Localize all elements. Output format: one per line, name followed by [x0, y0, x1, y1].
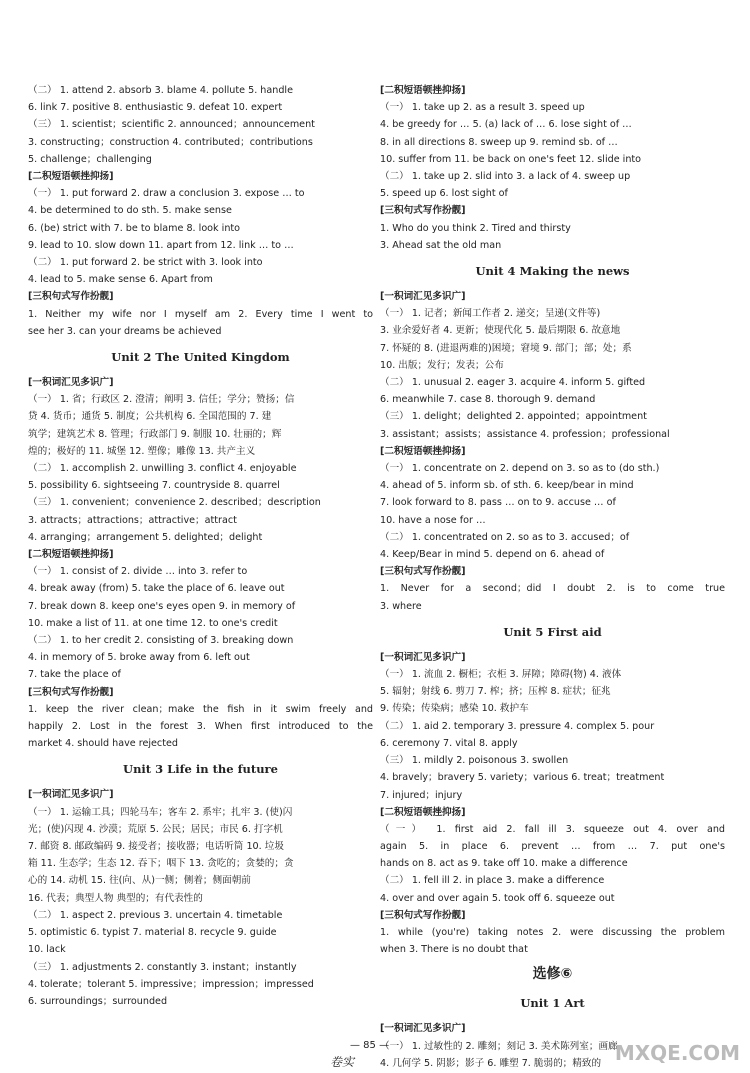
- answer-line: 箱 11. 生态学；生态 12. 吞下；咽下 13. 贪吃的；贪婪的；贪: [28, 858, 294, 870]
- answer-line: 1. while (you're) taking notes 2. were discussing the problem: [380, 927, 725, 939]
- answer-line: again 5. in place 6. prevent … from … 7. put one's: [380, 841, 725, 853]
- answer-line: happily 2. Lost in the forest 3. When first introduced to the: [28, 721, 373, 733]
- answer-line: （一） 1. consist of 2. divide … into 3. refer to: [28, 566, 248, 578]
- answer-line: 心的 14. 动机 15. 往(向、从)一侧；侧着；侧面朝前: [28, 875, 251, 887]
- answer-line: 7. take the place of: [28, 669, 121, 681]
- watermark-logo: MXQE.COM: [614, 1041, 740, 1065]
- section-heading: [一积词汇见多识广]: [28, 377, 114, 389]
- answer-line: 4. ahead of 5. inform sb. of sth. 6. keep/bear in mind: [380, 480, 634, 492]
- answer-line: market 4. should have rejected: [28, 738, 178, 750]
- section-heading: [二积短语顿挫抑扬]: [380, 445, 466, 457]
- answer-line: （三） 1. adjustments 2. constantly 3. instant；instantly: [28, 961, 297, 973]
- answer-line: 6. (be) strict with 7. be to blame 8. look into: [28, 222, 241, 234]
- answer-line: 1. keep the river clean；make the fish in it swim freely and: [28, 703, 373, 715]
- answer-line: （一） 1. 过敏性的 2. 雕刻；刻记 3. 美术陈列室；画廊: [380, 1040, 618, 1052]
- answer-line: 10. suffer from 11. be back on one's feet 12. slide into: [380, 153, 642, 165]
- answer-line: 4. bravely；bravery 5. variety；various 6. treat；treatment: [380, 772, 665, 784]
- answer-line: （一） 1. put forward 2. draw a conclusion 3. expose … to: [28, 188, 305, 200]
- unit-heading: Unit 4 Making the news: [475, 264, 630, 279]
- answer-line: 1. Who do you think 2. Tired and thirsty: [380, 222, 571, 234]
- section-heading: [三积句式写作扮靓]: [28, 686, 114, 698]
- unit-heading: Unit 2 The United Kingdom: [111, 350, 290, 365]
- left-column: [28, 82, 373, 1010]
- answer-line: 5. optimistic 6. typist 7. material 8. recycle 9. guide: [28, 927, 277, 939]
- answer-line: 3. where: [380, 600, 422, 612]
- section-heading: [一积词汇见多识广]: [380, 651, 466, 663]
- section-heading: [一积词汇见多识广]: [380, 291, 466, 303]
- answer-line: （三） 1. delight；delighted 2. appointed；appointment: [380, 411, 647, 423]
- answer-line: 5. 辐射；射线 6. 剪刀 7. 榨；挤；压榨 8. 症状；征兆: [380, 686, 611, 698]
- answer-line: 6. meanwhile 7. case 8. thorough 9. demand: [380, 394, 596, 406]
- answer-line: 6. link 7. positive 8. enthusiastic 9. defeat 10. expert: [28, 102, 283, 114]
- answer-line: 4. be determined to do sth. 5. make sense: [28, 205, 232, 217]
- answer-line: （一） 1. 流血 2. 橱柜；衣柜 3. 屏障；障碍(物) 4. 液体: [380, 669, 622, 681]
- answer-line: 4. arranging；arrangement 5. delighted；delight: [28, 531, 263, 543]
- answer-line: when 3. There is no doubt that: [380, 944, 528, 956]
- answer-line: （二） 1. aspect 2. previous 3. uncertain 4. timetable: [28, 909, 283, 921]
- right-column: [380, 82, 725, 1072]
- answer-line: （一） 1. 省；行政区 2. 澄清；阐明 3. 信任；学分；赞扬；信: [28, 394, 295, 406]
- answer-line: 5. speed up 6. lost sight of: [380, 188, 508, 200]
- answer-line: 7. injured；injury: [380, 789, 463, 801]
- answer-line: 7. look forward to 8. pass … on to 9. accuse … of: [380, 497, 616, 509]
- answer-line: （一） 1. first aid 2. fall ill 3. squeeze out 4. over and: [380, 823, 725, 835]
- answer-line: 10. make a list of 11. at one time 12. to one's credit: [28, 617, 278, 629]
- answer-line: （一） 1. concentrate on 2. depend on 3. so as to (do sth.): [380, 463, 660, 475]
- section-heading: [二积短语顿挫抑扬]: [380, 85, 466, 96]
- answer-line: （一） 1. take up 2. as a result 3. speed up: [380, 102, 585, 114]
- answer-line: （二） 1. accomplish 2. unwilling 3. conflict 4. enjoyable: [28, 463, 297, 475]
- answer-line: 3. constructing；construction 4. contributed；contributions: [28, 136, 313, 148]
- answer-line: see her 3. can your dreams be achieved: [28, 325, 222, 337]
- answer-line: 4. over and over again 5. took off 6. squeeze out: [380, 892, 615, 904]
- answer-line: （三） 1. convenient；convenience 2. described；description: [28, 497, 321, 509]
- answer-line: 煌的；极好的 11. 城堡 12. 塑像；雕像 13. 共产主义: [28, 445, 256, 457]
- page-number: — 85 —: [350, 1040, 390, 1051]
- section-heading: [三积句式写作扮靓]: [28, 291, 114, 303]
- answer-line: 1. Neither my wife nor I myself am 2. Every time I went to: [28, 308, 373, 320]
- answer-line: 3. assistant；assists；assistance 4. profession；professional: [380, 428, 670, 440]
- answer-line: （二） 1. aid 2. temporary 3. pressure 4. complex 5. pour: [380, 720, 655, 732]
- answer-line: 筑学；建筑艺术 8. 管理；行政部门 9. 制服 10. 壮丽的；辉: [28, 428, 282, 440]
- answer-line: 4. in memory of 5. broke away from 6. left out: [28, 652, 250, 664]
- answer-line: 10. 出版；发行；发表；公布: [380, 359, 504, 371]
- answer-line: 7. break down 8. keep one's eyes open 9. in memory of: [28, 600, 296, 612]
- section-heading: [三积句式写作扮靓]: [380, 909, 466, 921]
- section-heading: [三积句式写作扮靓]: [380, 205, 466, 217]
- answer-line: 3. 业余爱好者 4. 更新；使现代化 5. 最后期限 6. 故意地: [380, 325, 621, 337]
- section-heading: [一积词汇见多识广]: [380, 1023, 466, 1035]
- answer-line: （二） 1. unusual 2. eager 3. acquire 4. inform 5. gifted: [380, 377, 646, 389]
- bottom-mark: 卷实: [330, 1055, 355, 1069]
- answer-line: 4. tolerate；tolerant 5. impressive；impression；impressed: [28, 978, 314, 990]
- answer-line: （二） 1. attend 2. absorb 3. blame 4. pollute 5. handle: [28, 85, 294, 96]
- answer-line: 4. be greedy for … 5. (a) lack of … 6. lose sight of …: [380, 119, 632, 131]
- answer-line: 5. possibility 6. sightseeing 7. countryside 8. quarrel: [28, 480, 280, 492]
- unit-heading: Unit 3 Life in the future: [123, 762, 278, 777]
- answer-line: 光；(使)闪现 4. 沙漠；荒原 5. 公民；居民；市民 6. 打字机: [28, 823, 283, 835]
- section-heading: [一积词汇见多识广]: [28, 789, 114, 801]
- answer-line: （三） 1. scientist；scientific 2. announced；announcement: [28, 119, 315, 131]
- answer-line: 7. 邮资 8. 邮政编码 9. 接受者；接收器；电话听筒 10. 垃圾: [28, 841, 284, 853]
- answer-line: 4. break away (from) 5. take the place of 6. leave out: [28, 583, 285, 595]
- section-heading: [二积短语顿挫抑扬]: [380, 806, 466, 818]
- answer-line: 4. Keep/Bear in mind 5. depend on 6. ahead of: [380, 549, 605, 561]
- answer-line: hands on 8. act as 9. take off 10. make a difference: [380, 858, 628, 870]
- answer-line: 5. challenge；challenging: [28, 153, 152, 165]
- answer-line: （一） 1. 记者；新闻工作者 2. 递交；呈递(文件等): [380, 308, 601, 320]
- answer-line: （二） 1. to her credit 2. consisting of 3. breaking down: [28, 635, 294, 647]
- answer-line: 1. Never for a second；did I doubt 2. is to come true: [380, 583, 725, 595]
- answer-line: 3. Ahead sat the old man: [380, 239, 502, 251]
- answer-line: 6. surroundings；surrounded: [28, 995, 168, 1007]
- section-heading: [二积短语顿挫抑扬]: [28, 171, 114, 183]
- answer-line: 4. 几何学 5. 阴影；影子 6. 雕塑 7. 脆弱的；精致的: [380, 1057, 602, 1069]
- answer-line: （二） 1. concentrated on 2. so as to 3. accused；of: [380, 531, 630, 543]
- answer-line: 9. 传染；传染病；感染 10. 救护车: [380, 703, 529, 715]
- section-heading: [二积短语顿挫抑扬]: [28, 549, 114, 561]
- answer-line: （一） 1. 运输工具；四轮马车；客车 2. 系牢；扎牢 3. (使)闪: [28, 806, 293, 818]
- unit-heading: Unit 1 Art: [520, 996, 585, 1011]
- answer-line: （三） 1. mildly 2. poisonous 3. swollen: [380, 755, 569, 767]
- answer-line: 6. ceremony 7. vital 8. apply: [380, 737, 518, 749]
- answer-line: 7. 怀疑的 8. (进退两难的)困境；窘境 9. 部门；部；处；系: [380, 342, 632, 354]
- answer-line: 贷 4. 货币；通货 5. 制度；公共机构 6. 全国范围的 7. 建: [28, 411, 272, 423]
- answer-line: 3. attracts；attractions；attractive；attract: [28, 514, 237, 526]
- answer-line: 8. in all directions 8. sweep up 9. remind sb. of …: [380, 136, 618, 148]
- module-heading: 选修⑥: [532, 966, 573, 983]
- unit-heading: Unit 5 First aid: [503, 624, 602, 639]
- answer-line: （二） 1. fell ill 2. in place 3. make a difference: [380, 875, 605, 887]
- answer-line: 4. lead to 5. make sense 6. Apart from: [28, 274, 213, 286]
- answer-line: （二） 1. take up 2. slid into 3. a lack of 4. sweep up: [380, 171, 631, 183]
- answer-line: （二） 1. put forward 2. be strict with 3. look into: [28, 257, 263, 269]
- section-heading: [三积句式写作扮靓]: [380, 566, 466, 578]
- answer-line: 10. have a nose for …: [380, 514, 486, 526]
- answer-line: 16. 代表；典型人物 典型的；有代表性的: [28, 892, 203, 904]
- answer-line: 10. lack: [28, 944, 66, 956]
- answer-line: 9. lead to 10. slow down 11. apart from 12. link … to …: [28, 239, 294, 251]
